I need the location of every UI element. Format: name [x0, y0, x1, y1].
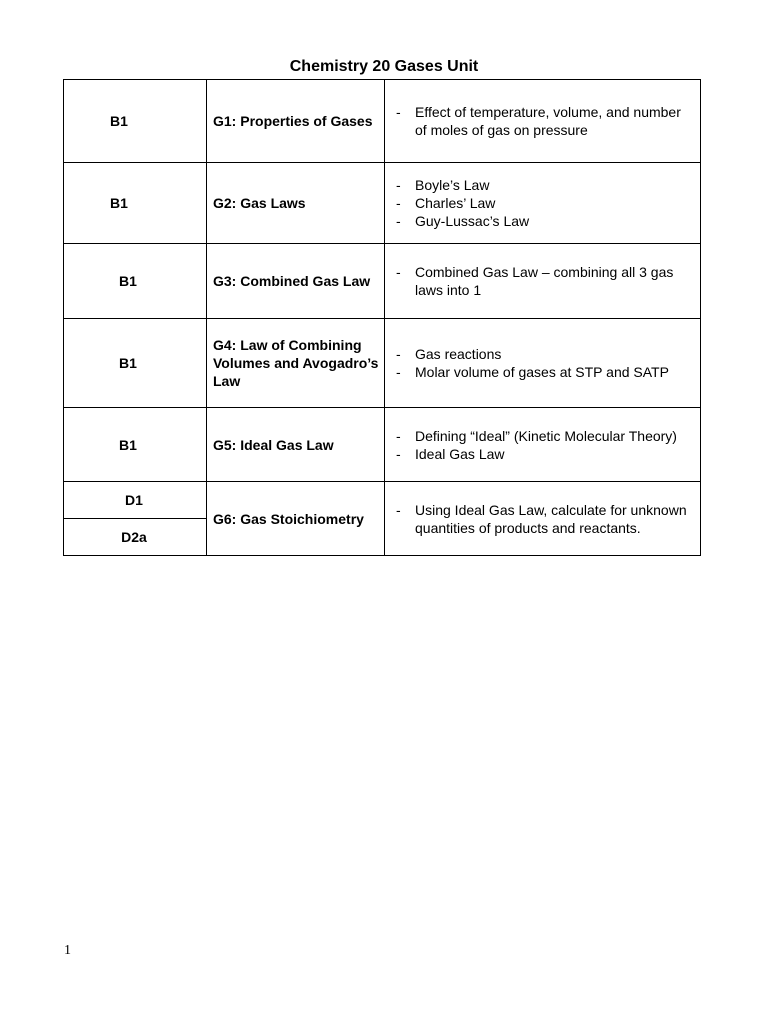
list-item — [396, 212, 696, 230]
bullet-list — [396, 427, 696, 463]
list-item-text: Gas reactions — [415, 346, 502, 362]
outcome-code: B1 — [119, 273, 137, 289]
description-cell — [385, 408, 701, 482]
outcome-code: D2a — [121, 529, 147, 545]
description-cell — [385, 482, 701, 556]
list-item-text: Guy-Lussac’s Law — [415, 213, 530, 229]
outcome-code-cell — [64, 482, 207, 519]
list-item — [396, 263, 696, 299]
outcome-code: B1 — [110, 113, 128, 129]
topic-cell: G4: Law of Combining Volumes and Avogadro’s Law — [207, 319, 385, 408]
outcome-code: D1 — [125, 492, 143, 508]
table-row — [64, 163, 701, 244]
outcome-code-cell — [64, 519, 207, 556]
bullet-list — [396, 345, 696, 381]
page-number: 1 — [64, 943, 71, 958]
list-item-text: Effect of temperature, volume, and number of moles of gas on pressure — [415, 104, 681, 138]
list-item — [396, 445, 696, 463]
bullet-dash: - — [396, 264, 401, 280]
list-item — [396, 194, 696, 212]
bullet-dash: - — [396, 364, 401, 380]
table-row — [64, 319, 701, 408]
bullet-dash: - — [396, 195, 401, 211]
page-title: Chemistry 20 Gases Unit — [289, 58, 479, 75]
list-item — [396, 103, 696, 139]
bullet-dash: - — [396, 427, 401, 444]
list-item-text: Combined Gas Law – combining all 3 gas laws into 1 — [415, 264, 674, 298]
topic-cell: G5: Ideal Gas Law — [207, 408, 385, 482]
list-item — [396, 363, 696, 381]
topic-cell: G1: Properties of Gases — [207, 80, 385, 163]
outcome-code-cell — [64, 244, 207, 319]
list-item-text: Boyle’s Law — [415, 177, 490, 193]
table-row — [64, 80, 701, 163]
topic-cell: G6: Gas Stoichiometry — [207, 482, 385, 556]
outcome-code-cell — [64, 408, 207, 482]
list-item — [396, 176, 696, 194]
outcome-code-cell — [64, 163, 207, 244]
bullet-dash: - — [396, 177, 401, 193]
outcome-code-cell — [64, 319, 207, 408]
topic-cell: G3: Combined Gas Law — [207, 244, 385, 319]
bullet-list — [396, 501, 696, 537]
list-item-text: Charles’ Law — [415, 195, 496, 211]
list-item — [396, 501, 696, 537]
list-item-text: Molar volume of gases at STP and SATP — [415, 364, 669, 380]
list-item-text: Defining “Ideal” (Kinetic Molecular Theory) — [415, 427, 677, 444]
description-cell — [385, 244, 701, 319]
table-row — [64, 482, 701, 519]
description-cell — [385, 163, 701, 244]
list-item — [396, 345, 696, 363]
bullet-dash: - — [396, 346, 401, 362]
bullet-dash: - — [396, 104, 401, 120]
list-item-text: Ideal Gas Law — [415, 445, 505, 462]
bullet-list — [396, 176, 696, 230]
topic-cell: G2: Gas Laws — [207, 163, 385, 244]
outcome-code: B1 — [110, 195, 128, 211]
bullet-list — [396, 263, 696, 299]
outcome-code-cell — [64, 80, 207, 163]
description-cell — [385, 80, 701, 163]
list-item-text: Using Ideal Gas Law, calculate for unknown quantities of products and reactants. — [415, 501, 687, 536]
table-row — [64, 408, 701, 482]
outcome-code: B1 — [119, 436, 137, 453]
description-cell — [385, 319, 701, 408]
bullet-dash: - — [396, 213, 401, 229]
bullet-list — [396, 103, 696, 139]
outcome-code: B1 — [119, 355, 137, 371]
bullet-dash: - — [396, 501, 401, 518]
list-item — [396, 427, 696, 445]
table-row — [64, 244, 701, 319]
units-table — [63, 79, 701, 556]
bullet-dash: - — [396, 445, 401, 462]
